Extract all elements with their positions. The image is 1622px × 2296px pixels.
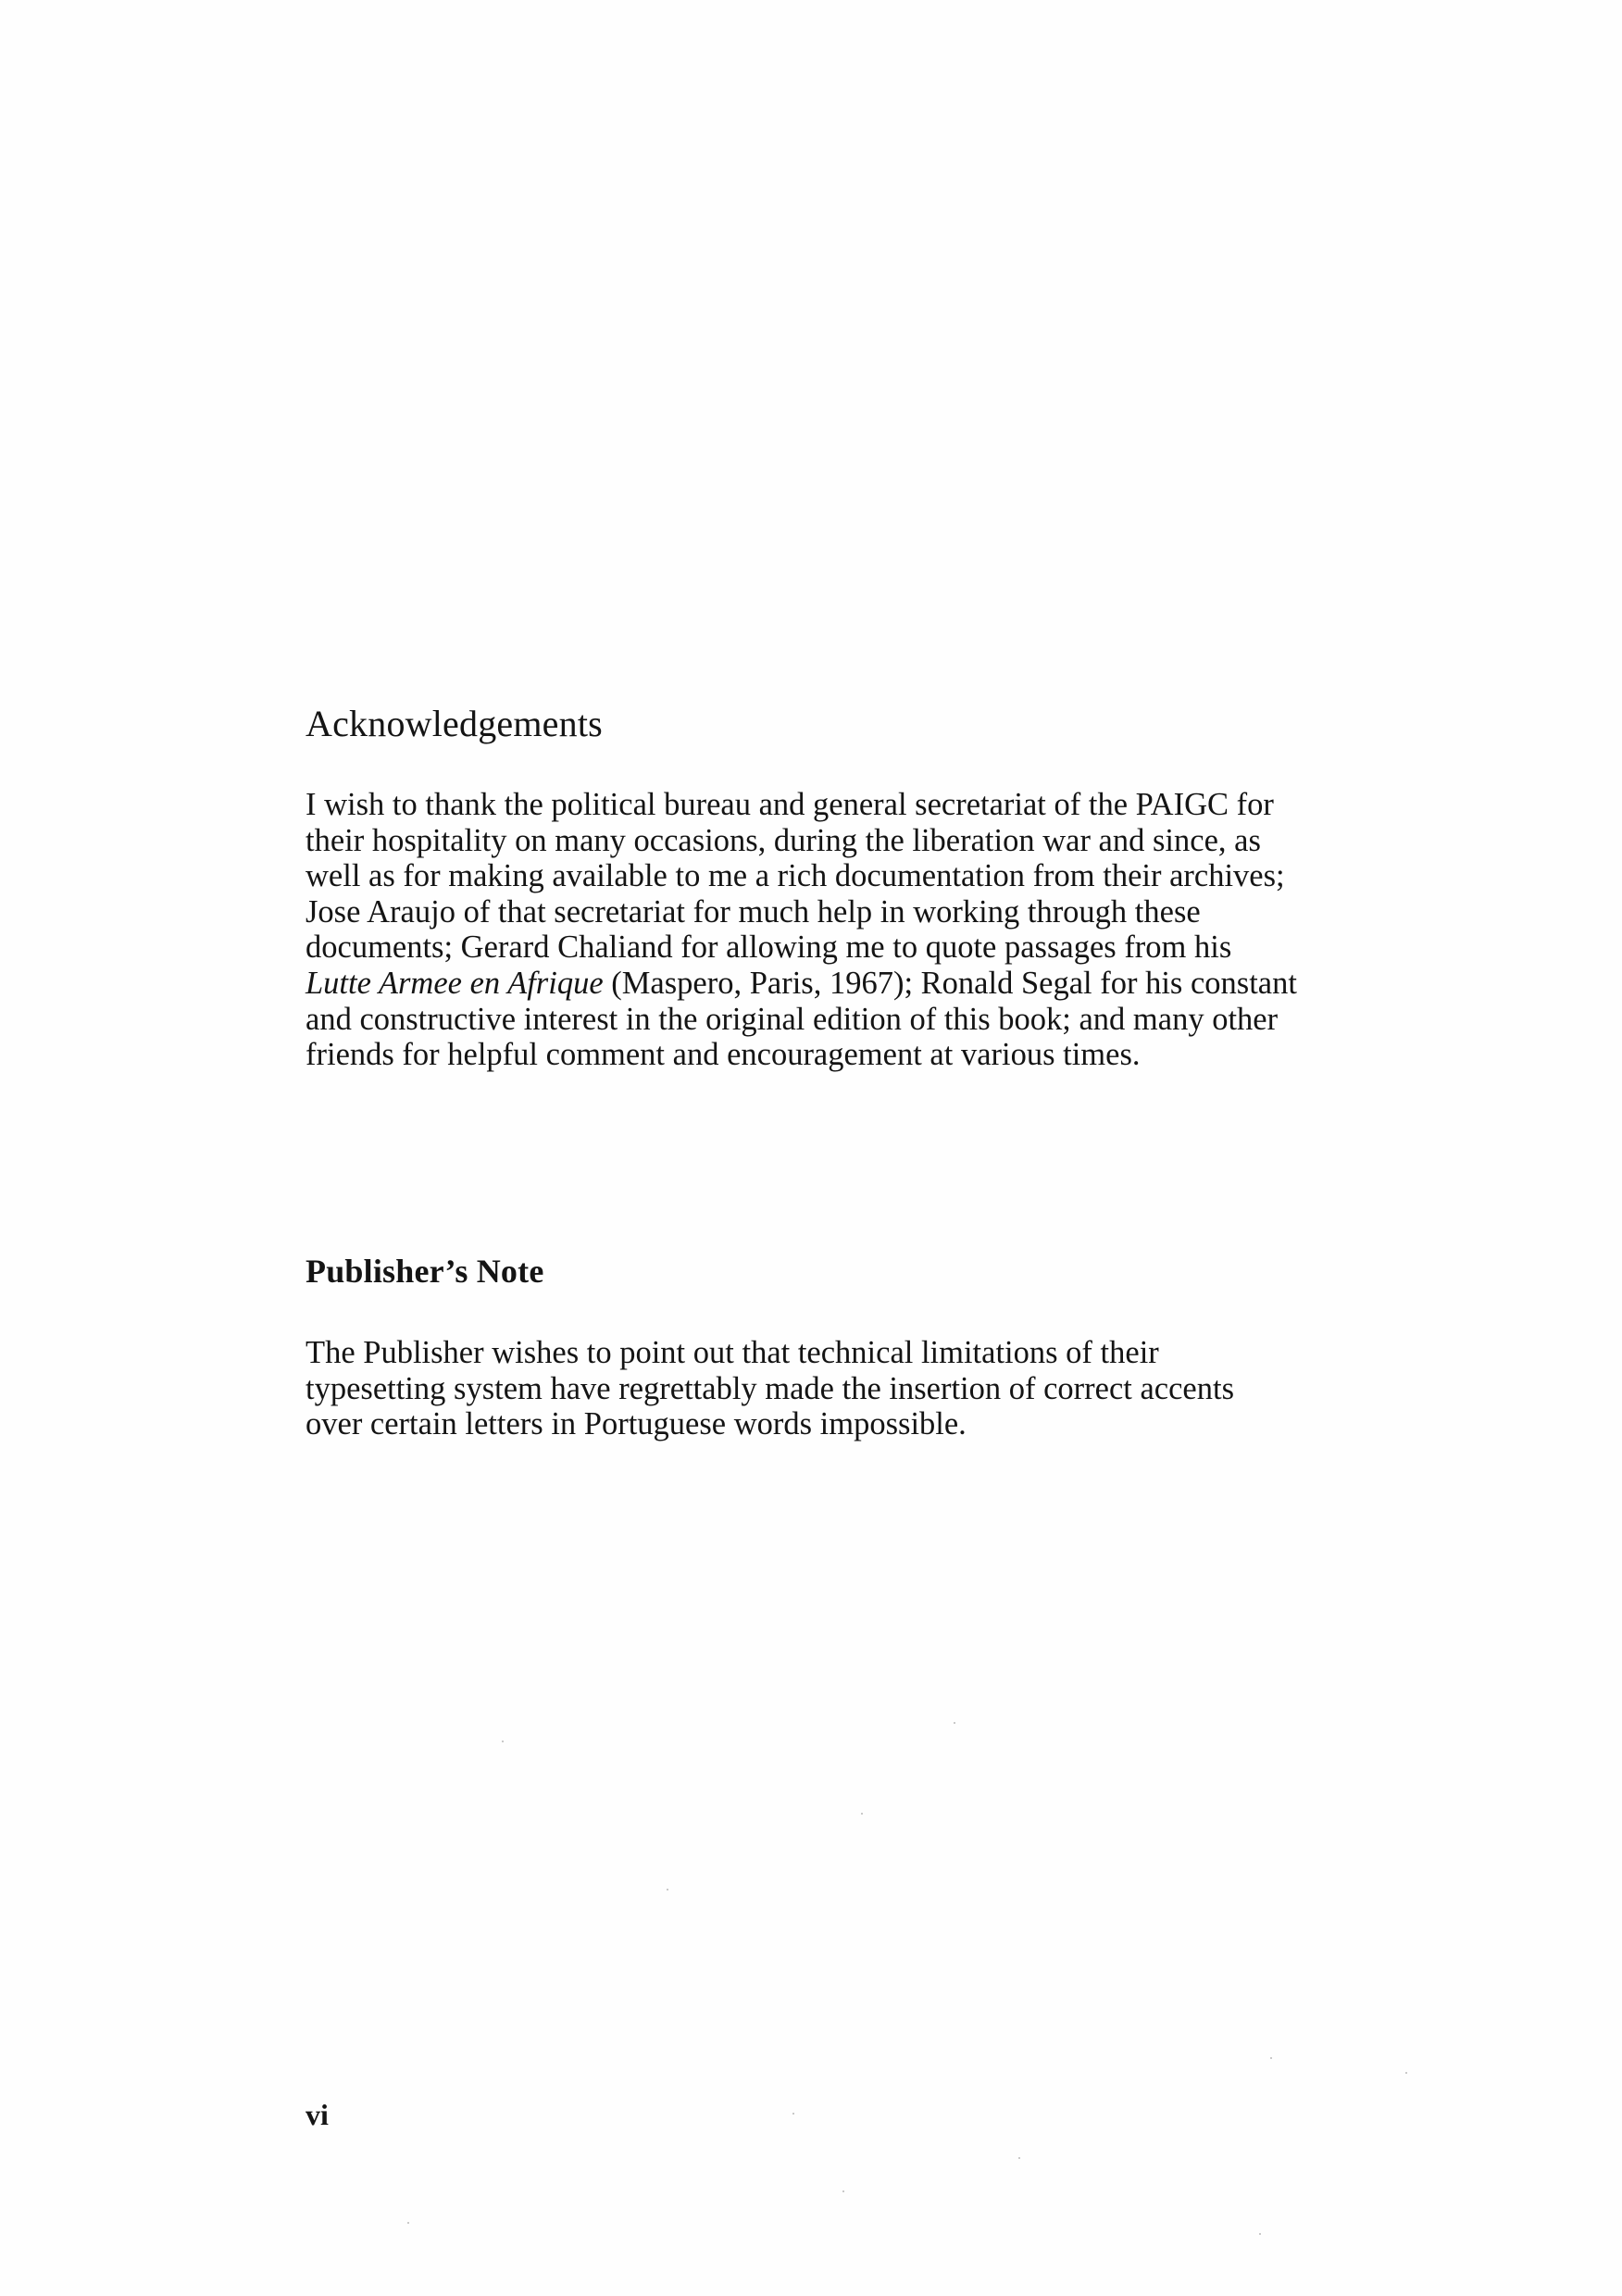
text-line: Jose Araujo of that secretariat for much help in working through these bbox=[306, 893, 1201, 930]
scan-speck bbox=[1405, 2072, 1407, 2074]
text-line: their hospitality on many occasions, during the liberation war and since, as bbox=[306, 822, 1261, 858]
scan-speck bbox=[407, 2222, 409, 2224]
book-title: Lutte Armee en Afrique bbox=[306, 965, 604, 1001]
scan-speck bbox=[792, 2113, 794, 2115]
scan-speck bbox=[954, 1722, 955, 1724]
publishers-note-heading: Publisher’s Note bbox=[306, 1253, 544, 1290]
text-line bbox=[306, 966, 1297, 1002]
text-line: over certain letters in Portuguese words impossible. bbox=[306, 1406, 967, 1442]
acknowledgements-paragraph bbox=[306, 787, 1297, 1073]
page-number: vi bbox=[306, 2098, 329, 2131]
text-line: typesetting system have regrettably made the insertion of correct accents bbox=[306, 1370, 1234, 1406]
scan-speck bbox=[1270, 2057, 1272, 2059]
acknowledgements-heading: Acknowledgements bbox=[306, 703, 603, 744]
scan-speck bbox=[1259, 2233, 1261, 2235]
scan-speck bbox=[861, 1813, 863, 1815]
text-line: The Publisher wishes to point out that technical limitations of their bbox=[306, 1335, 1159, 1370]
scan-speck bbox=[502, 1741, 504, 1742]
scan-speck bbox=[667, 1889, 668, 1890]
text-line: friends for helpful comment and encouragement at various times. bbox=[306, 1037, 1141, 1073]
text-line: well as for making available to me a rich documentation from their archives; bbox=[306, 858, 1285, 894]
publishers-note-paragraph bbox=[306, 1335, 1234, 1442]
scan-speck bbox=[842, 2190, 844, 2192]
scan-speck bbox=[1018, 2157, 1020, 2159]
text-line: documents; Gerard Chaliand for allowing me to quote passages from his bbox=[306, 930, 1232, 966]
text-line: and constructive interest in the original edition of this book; and many other bbox=[306, 1001, 1279, 1037]
book-citation: (Maspero, Paris, 1967); Ronald Segal for his constant bbox=[603, 965, 1297, 1001]
text-line: I wish to thank the political bureau and general secretariat of the PAIGC for bbox=[306, 787, 1274, 822]
